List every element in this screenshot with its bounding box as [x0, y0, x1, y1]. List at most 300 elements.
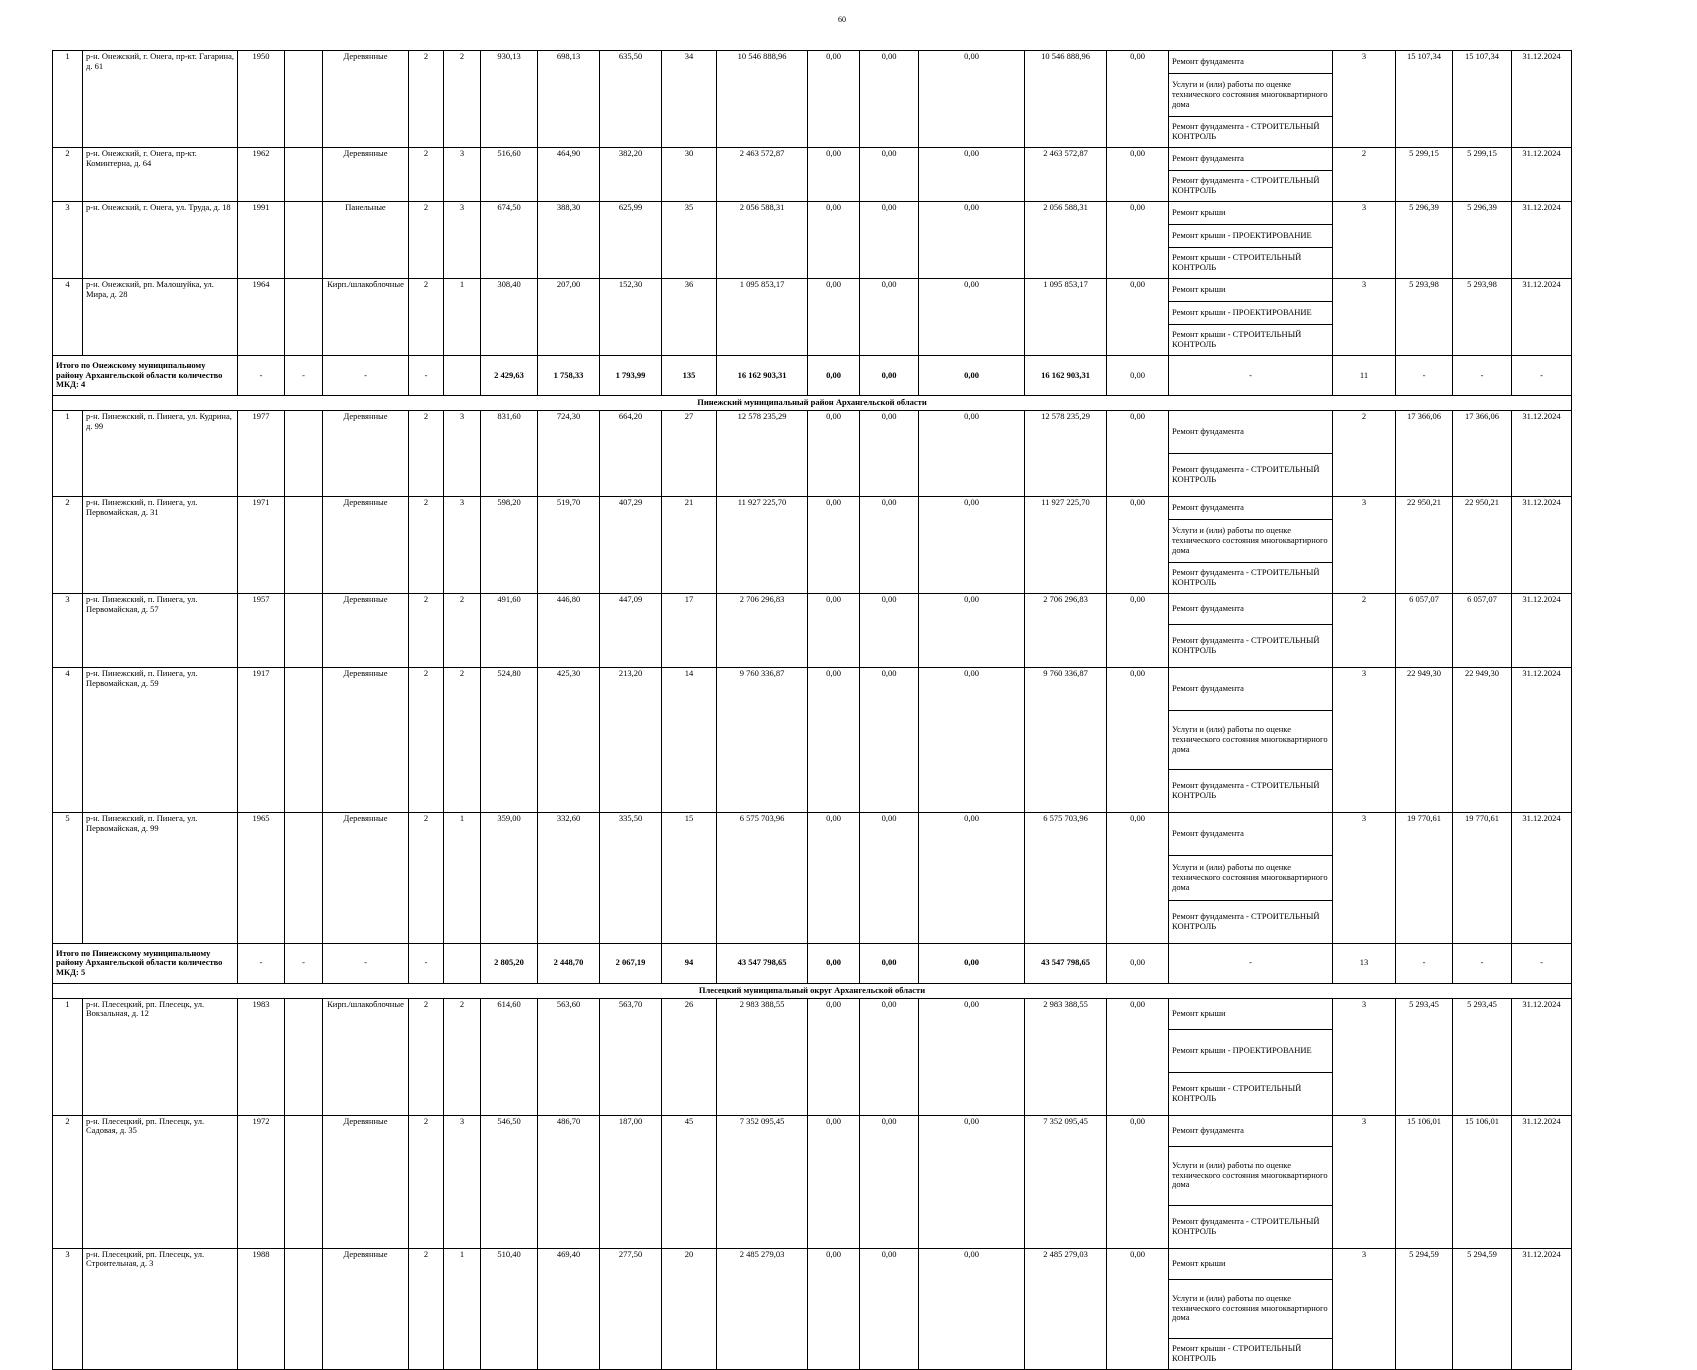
work-count-cell: 3 — [1333, 279, 1396, 356]
floors-cell: 2 — [409, 998, 444, 1115]
cost-cell: 2 485 279,03 — [717, 1248, 808, 1369]
mun-cell: 0,00 — [919, 410, 1025, 496]
deadline-cell: 31.12.2024 — [1512, 51, 1572, 148]
material-cell: Деревянные — [323, 496, 409, 593]
area_living-cell: 563,60 — [538, 998, 600, 1115]
unit-cost-cell: 15 106,01 — [1396, 1115, 1453, 1248]
row-number: 3 — [53, 593, 83, 667]
area_total-cell: 831,60 — [481, 410, 538, 496]
own-cell: 6 575 703,96 — [1025, 812, 1107, 943]
area_living-cell: 469,40 — [538, 1248, 600, 1369]
dash-cell: - — [238, 943, 285, 983]
total-own2: 0,00 — [1107, 943, 1169, 983]
work-type-item: Ремонт фундамента — [1169, 1116, 1332, 1147]
work-type-item: Ремонт фундамента — [1169, 497, 1332, 520]
entrances-cell: 1 — [444, 279, 481, 356]
work-count-cell: 2 — [1333, 593, 1396, 667]
residents-cell: 30 — [662, 148, 717, 202]
row-number: 5 — [53, 812, 83, 943]
work-type-item: Ремонт крыши - СТРОИТЕЛЬНЫЙ КОНТРОЛЬ — [1172, 329, 1302, 349]
floors-cell: 2 — [409, 812, 444, 943]
area_total-cell: 491,60 — [481, 593, 538, 667]
total-qty: 13 — [1333, 943, 1396, 983]
dash-cell: - — [1396, 943, 1453, 983]
work-count-cell: 3 — [1333, 496, 1396, 593]
work-type-item: Ремонт фундамента - СТРОИТЕЛЬНЫЙ КОНТРОЛЬ — [1172, 175, 1320, 195]
works-cell — [1169, 1248, 1333, 1369]
residents-cell: 14 — [662, 667, 717, 812]
row-number: 1 — [53, 51, 83, 148]
own-cell: 1 095 853,17 — [1025, 279, 1107, 356]
year-cell: 1965 — [238, 812, 285, 943]
dash-cell: - — [323, 943, 409, 983]
empty-cell — [285, 148, 323, 202]
work-type-item: Ремонт крыши — [1169, 999, 1332, 1030]
entrances-cell: 2 — [444, 51, 481, 148]
entrances-cell: 1 — [444, 1248, 481, 1369]
deadline-cell: 31.12.2024 — [1512, 496, 1572, 593]
reg-cell: 0,00 — [860, 667, 919, 812]
address-cell: р-н. Онежский, г. Онега, пр-кт. Гагарина, д. 61 — [83, 51, 238, 148]
empty-cell — [444, 356, 481, 396]
works-cell — [1169, 496, 1333, 593]
total-area_living: 2 448,70 — [538, 943, 600, 983]
cost-cell: 11 927 225,70 — [717, 496, 808, 593]
residents-cell: 20 — [662, 1248, 717, 1369]
work-count-cell: 3 — [1333, 998, 1396, 1115]
reg-cell: 0,00 — [860, 998, 919, 1115]
floors-cell: 2 — [409, 202, 444, 279]
fed-cell: 0,00 — [808, 593, 860, 667]
cost-cell: 9 760 336,87 — [717, 667, 808, 812]
works-cell — [1169, 1115, 1333, 1248]
total-mun: 0,00 — [919, 943, 1025, 983]
mun-cell: 0,00 — [919, 51, 1025, 148]
area_res-cell: 187,00 — [600, 1115, 662, 1248]
unit-cost-cell: 22 950,21 — [1396, 496, 1453, 593]
mun-cell: 0,00 — [919, 812, 1025, 943]
deadline-cell: 31.12.2024 — [1512, 1115, 1572, 1248]
empty-cell — [285, 667, 323, 812]
total-qty: 11 — [1333, 356, 1396, 396]
own2-cell: 0,00 — [1107, 667, 1169, 812]
section-title: Плесецкий муниципальный округ Архангельской области — [53, 983, 1572, 998]
unit-cost-cell: 5 294,59 — [1396, 1248, 1453, 1369]
own-cell: 12 578 235,29 — [1025, 410, 1107, 496]
work-count-cell: 3 — [1333, 667, 1396, 812]
material-cell: Деревянные — [323, 667, 409, 812]
work-type-item: Услуги и (или) работы по оценке технического состояния многоквартирного дома — [1169, 856, 1332, 901]
own2-cell: 0,00 — [1107, 410, 1169, 496]
residents-cell: 26 — [662, 998, 717, 1115]
own2-cell: 0,00 — [1107, 496, 1169, 593]
work-count-cell: 3 — [1333, 812, 1396, 943]
total-area_total: 2 429,63 — [481, 356, 538, 396]
work-type-item: Ремонт фундамента - СТРОИТЕЛЬНЫЙ КОНТРОЛЬ — [1172, 911, 1320, 931]
entrances-cell: 3 — [444, 148, 481, 202]
mun-cell: 0,00 — [919, 202, 1025, 279]
cost-cell: 7 352 095,45 — [717, 1115, 808, 1248]
cost-cell: 6 575 703,96 — [717, 812, 808, 943]
area_living-cell: 332,60 — [538, 812, 600, 943]
reg-cell: 0,00 — [860, 1248, 919, 1369]
work-type-item: Ремонт фундамента — [1169, 813, 1332, 856]
work-count-cell: 3 — [1333, 1248, 1396, 1369]
work-type-item: Ремонт крыши — [1169, 279, 1332, 302]
work-type-item: Ремонт крыши - ПРОЕКТИРОВАНИЕ — [1169, 302, 1332, 325]
fed-cell: 0,00 — [808, 202, 860, 279]
work-count-cell: 3 — [1333, 51, 1396, 148]
unit-cost-cell: 17 366,06 — [1396, 410, 1453, 496]
dash-cell: - — [1512, 356, 1572, 396]
reg-cell: 0,00 — [860, 410, 919, 496]
own2-cell: 0,00 — [1107, 1115, 1169, 1248]
reg-cell: 0,00 — [860, 51, 919, 148]
max-cost-cell: 15 107,34 — [1453, 51, 1512, 148]
material-cell: Панельные — [323, 202, 409, 279]
total-area_living: 1 758,33 — [538, 356, 600, 396]
area_living-cell: 698,13 — [538, 51, 600, 148]
area_total-cell: 510,40 — [481, 1248, 538, 1369]
deadline-cell: 31.12.2024 — [1512, 667, 1572, 812]
works-cell — [1169, 51, 1333, 148]
fed-cell: 0,00 — [808, 998, 860, 1115]
residents-cell: 17 — [662, 593, 717, 667]
area_res-cell: 382,20 — [600, 148, 662, 202]
entrances-cell: 1 — [444, 812, 481, 943]
material-cell: Деревянные — [323, 812, 409, 943]
empty-cell — [285, 202, 323, 279]
cost-cell: 2 706 296,83 — [717, 593, 808, 667]
works-cell — [1169, 410, 1333, 496]
area_res-cell: 635,50 — [600, 51, 662, 148]
work-type-item: Ремонт крыши - ПРОЕКТИРОВАНИЕ — [1169, 225, 1332, 248]
max-cost-cell: 19 770,61 — [1453, 812, 1512, 943]
work-type-item: Услуги и (или) работы по оценке технического состояния многоквартирного дома — [1169, 520, 1332, 563]
dash-cell: - — [1453, 943, 1512, 983]
address-cell: р-н. Пинежский, п. Пинега, ул. Первомайская, д. 99 — [83, 812, 238, 943]
cost-cell: 10 546 888,96 — [717, 51, 808, 148]
address-cell: р-н. Онежский, г. Онега, ул. Труда, д. 18 — [83, 202, 238, 279]
max-cost-cell: 22 950,21 — [1453, 496, 1512, 593]
capital-repair-register-table — [52, 50, 1572, 1370]
dash-cell: - — [1169, 943, 1333, 983]
empty-cell — [285, 812, 323, 943]
material-cell: Кирп./шлакоблочные — [323, 998, 409, 1115]
total-own2: 0,00 — [1107, 356, 1169, 396]
own-cell: 2 463 572,87 — [1025, 148, 1107, 202]
material-cell: Деревянные — [323, 1248, 409, 1369]
cost-cell: 12 578 235,29 — [717, 410, 808, 496]
max-cost-cell: 15 106,01 — [1453, 1115, 1512, 1248]
area_total-cell: 359,00 — [481, 812, 538, 943]
residents-cell: 27 — [662, 410, 717, 496]
table-row — [53, 202, 1572, 279]
row-number: 3 — [53, 1248, 83, 1369]
work-type-item: Ремонт крыши - ПРОЕКТИРОВАНИЕ — [1169, 1030, 1332, 1073]
mun-cell: 0,00 — [919, 667, 1025, 812]
floors-cell: 2 — [409, 51, 444, 148]
total-row — [53, 943, 1572, 983]
work-type-item: Ремонт фундамента - СТРОИТЕЛЬНЫЙ КОНТРОЛЬ — [1172, 567, 1320, 587]
table-row — [53, 496, 1572, 593]
own2-cell: 0,00 — [1107, 279, 1169, 356]
residents-cell: 36 — [662, 279, 717, 356]
dash-cell: - — [1453, 356, 1512, 396]
address-cell: р-н. Онежский, рп. Малошуйка, ул. Мира, д. 28 — [83, 279, 238, 356]
year-cell: 1957 — [238, 593, 285, 667]
mun-cell: 0,00 — [919, 593, 1025, 667]
fed-cell: 0,00 — [808, 410, 860, 496]
page-number: 60 — [838, 15, 846, 24]
own2-cell: 0,00 — [1107, 1248, 1169, 1369]
work-type-item: Ремонт крыши - СТРОИТЕЛЬНЫЙ КОНТРОЛЬ — [1172, 252, 1302, 272]
reg-cell: 0,00 — [860, 202, 919, 279]
mun-cell: 0,00 — [919, 998, 1025, 1115]
address-cell: р-н. Плесецкий, рп. Плесецк, ул. Садовая, д. 35 — [83, 1115, 238, 1248]
year-cell: 1962 — [238, 148, 285, 202]
deadline-cell: 31.12.2024 — [1512, 593, 1572, 667]
total-area_res: 2 067,19 — [600, 943, 662, 983]
residents-cell: 45 — [662, 1115, 717, 1248]
work-type-item: Ремонт крыши - СТРОИТЕЛЬНЫЙ КОНТРОЛЬ — [1172, 1082, 1302, 1103]
max-cost-cell: 17 366,06 — [1453, 410, 1512, 496]
work-type-item: Услуги и (или) работы по оценке технического состояния многоквартирного дома — [1169, 1280, 1332, 1339]
own2-cell: 0,00 — [1107, 593, 1169, 667]
own2-cell: 0,00 — [1107, 998, 1169, 1115]
row-number: 1 — [53, 998, 83, 1115]
table-row — [53, 1115, 1572, 1248]
total-residents: 94 — [662, 943, 717, 983]
address-cell: р-н. Пинежский, п. Пинега, ул. Первомайская, д. 59 — [83, 667, 238, 812]
year-cell: 1988 — [238, 1248, 285, 1369]
max-cost-cell: 5 294,59 — [1453, 1248, 1512, 1369]
empty-cell — [285, 1248, 323, 1369]
floors-cell: 2 — [409, 496, 444, 593]
area_total-cell: 674,50 — [481, 202, 538, 279]
area_total-cell: 598,20 — [481, 496, 538, 593]
dash-cell: - — [1169, 356, 1333, 396]
empty-cell — [285, 51, 323, 148]
deadline-cell: 31.12.2024 — [1512, 410, 1572, 496]
own2-cell: 0,00 — [1107, 812, 1169, 943]
fed-cell: 0,00 — [808, 51, 860, 148]
work-type-item: Услуги и (или) работы по оценке технического состояния многоквартирного дома — [1169, 74, 1332, 117]
area_res-cell: 407,29 — [600, 496, 662, 593]
own-cell: 2 485 279,03 — [1025, 1248, 1107, 1369]
entrances-cell: 2 — [444, 998, 481, 1115]
work-type-item: Ремонт фундамента — [1169, 148, 1332, 171]
dash-cell: - — [285, 356, 323, 396]
row-number: 2 — [53, 496, 83, 593]
area_living-cell: 519,70 — [538, 496, 600, 593]
material-cell: Деревянные — [323, 148, 409, 202]
floors-cell: 2 — [409, 667, 444, 812]
total-area_total: 2 805,20 — [481, 943, 538, 983]
empty-cell — [285, 279, 323, 356]
own-cell: 2 983 388,55 — [1025, 998, 1107, 1115]
cost-cell: 1 095 853,17 — [717, 279, 808, 356]
total-reg: 0,00 — [860, 356, 919, 396]
fed-cell: 0,00 — [808, 279, 860, 356]
area_res-cell: 335,50 — [600, 812, 662, 943]
area_living-cell: 388,30 — [538, 202, 600, 279]
own2-cell: 0,00 — [1107, 202, 1169, 279]
deadline-cell: 31.12.2024 — [1512, 1248, 1572, 1369]
unit-cost-cell: 5 296,39 — [1396, 202, 1453, 279]
material-cell: Кирп./шлакоблочные — [323, 279, 409, 356]
residents-cell: 15 — [662, 812, 717, 943]
work-type-item: Ремонт крыши — [1169, 1249, 1332, 1280]
total-own: 43 547 798,65 — [1025, 943, 1107, 983]
fed-cell: 0,00 — [808, 1115, 860, 1248]
area_total-cell: 614,60 — [481, 998, 538, 1115]
floors-cell: 2 — [409, 279, 444, 356]
area_res-cell: 277,50 — [600, 1248, 662, 1369]
mun-cell: 0,00 — [919, 1248, 1025, 1369]
empty-cell — [285, 410, 323, 496]
total-own: 16 162 903,31 — [1025, 356, 1107, 396]
work-type-item: Ремонт крыши — [1169, 202, 1332, 225]
dash-cell: - — [285, 943, 323, 983]
area_total-cell: 524,80 — [481, 667, 538, 812]
area_res-cell: 447,09 — [600, 593, 662, 667]
work-type-item: Ремонт фундамента - СТРОИТЕЛЬНЫЙ КОНТРОЛЬ — [1172, 1215, 1320, 1236]
area_res-cell: 664,20 — [600, 410, 662, 496]
section-title: Пинежский муниципальный район Архангельской области — [53, 396, 1572, 411]
own-cell: 10 546 888,96 — [1025, 51, 1107, 148]
area_res-cell: 213,20 — [600, 667, 662, 812]
work-type-item: Ремонт фундамента — [1169, 594, 1332, 625]
work-type-item: Ремонт фундамента - СТРОИТЕЛЬНЫЙ КОНТРОЛЬ — [1172, 635, 1320, 655]
entrances-cell: 2 — [444, 667, 481, 812]
total-fed: 0,00 — [808, 356, 860, 396]
entrances-cell: 2 — [444, 593, 481, 667]
own-cell: 11 927 225,70 — [1025, 496, 1107, 593]
entrances-cell: 3 — [444, 202, 481, 279]
address-cell: р-н. Пинежский, п. Пинега, ул. Кудрина, д. 99 — [83, 410, 238, 496]
year-cell: 1983 — [238, 998, 285, 1115]
dash-cell: - — [1512, 943, 1572, 983]
year-cell: 1972 — [238, 1115, 285, 1248]
floors-cell: 2 — [409, 148, 444, 202]
row-number: 4 — [53, 279, 83, 356]
year-cell: 1971 — [238, 496, 285, 593]
area_living-cell: 724,30 — [538, 410, 600, 496]
year-cell: 1991 — [238, 202, 285, 279]
work-type-item: Ремонт фундамента — [1169, 51, 1332, 74]
cost-cell: 2 056 588,31 — [717, 202, 808, 279]
deadline-cell: 31.12.2024 — [1512, 998, 1572, 1115]
floors-cell: 2 — [409, 593, 444, 667]
table-row — [53, 998, 1572, 1115]
empty-cell — [285, 496, 323, 593]
floors-cell: 2 — [409, 1115, 444, 1248]
max-cost-cell: 5 293,45 — [1453, 998, 1512, 1115]
works-cell — [1169, 202, 1333, 279]
table-row — [53, 812, 1572, 943]
table-row — [53, 51, 1572, 148]
mun-cell: 0,00 — [919, 279, 1025, 356]
year-cell: 1917 — [238, 667, 285, 812]
cost-cell: 2 983 388,55 — [717, 998, 808, 1115]
works-cell — [1169, 667, 1333, 812]
work-count-cell: 3 — [1333, 202, 1396, 279]
max-cost-cell: 5 296,39 — [1453, 202, 1512, 279]
empty-cell — [285, 593, 323, 667]
work-type-item: Ремонт фундамента - СТРОИТЕЛЬНЫЙ КОНТРОЛЬ — [1172, 464, 1320, 484]
unit-cost-cell: 6 057,07 — [1396, 593, 1453, 667]
own-cell: 2 056 588,31 — [1025, 202, 1107, 279]
floors-cell: 2 — [409, 1248, 444, 1369]
entrances-cell: 3 — [444, 496, 481, 593]
empty-cell — [444, 943, 481, 983]
total-cost: 43 547 798,65 — [717, 943, 808, 983]
work-count-cell: 3 — [1333, 1115, 1396, 1248]
work-type-item: Ремонт крыши - СТРОИТЕЛЬНЫЙ КОНТРОЛЬ — [1172, 1342, 1302, 1363]
unit-cost-cell: 19 770,61 — [1396, 812, 1453, 943]
dash-cell: - — [238, 356, 285, 396]
works-cell — [1169, 593, 1333, 667]
table-row — [53, 148, 1572, 202]
work-type-item: Ремонт фундамента - СТРОИТЕЛЬНЫЙ КОНТРОЛЬ — [1172, 121, 1320, 141]
area_res-cell: 563,70 — [600, 998, 662, 1115]
residents-cell: 35 — [662, 202, 717, 279]
entrances-cell: 3 — [444, 1115, 481, 1248]
area_living-cell: 425,30 — [538, 667, 600, 812]
total-cost: 16 162 903,31 — [717, 356, 808, 396]
dash-cell: - — [323, 356, 409, 396]
area_living-cell: 486,70 — [538, 1115, 600, 1248]
row-number: 4 — [53, 667, 83, 812]
area_total-cell: 308,40 — [481, 279, 538, 356]
mun-cell: 0,00 — [919, 496, 1025, 593]
year-cell: 1977 — [238, 410, 285, 496]
dash-cell: - — [1396, 356, 1453, 396]
max-cost-cell: 5 299,15 — [1453, 148, 1512, 202]
reg-cell: 0,00 — [860, 593, 919, 667]
row-number: 2 — [53, 148, 83, 202]
area_total-cell: 546,50 — [481, 1115, 538, 1248]
area_total-cell: 516,60 — [481, 148, 538, 202]
address-cell: р-н. Плесецкий, рп. Плесецк, ул. Вокзальная, д. 12 — [83, 998, 238, 1115]
unit-cost-cell: 15 107,34 — [1396, 51, 1453, 148]
work-type-item: Услуги и (или) работы по оценке технического состояния многоквартирного дома — [1169, 711, 1332, 770]
row-number: 2 — [53, 1115, 83, 1248]
address-cell: р-н. Плесецкий, рп. Плесецк, ул. Строительная, д. 3 — [83, 1248, 238, 1369]
works-cell — [1169, 148, 1333, 202]
max-cost-cell: 6 057,07 — [1453, 593, 1512, 667]
material-cell: Деревянные — [323, 51, 409, 148]
fed-cell: 0,00 — [808, 148, 860, 202]
reg-cell: 0,00 — [860, 279, 919, 356]
work-count-cell: 2 — [1333, 410, 1396, 496]
total-label: Итого по Пинежскому муниципальному району Архангельской области количество МКД: 5 — [53, 943, 238, 983]
dash-cell: - — [409, 943, 444, 983]
own-cell: 7 352 095,45 — [1025, 1115, 1107, 1248]
address-cell: р-н. Онежский, г. Онега, пр-кт. Коминтерна, д. 64 — [83, 148, 238, 202]
area_total-cell: 930,13 — [481, 51, 538, 148]
reg-cell: 0,00 — [860, 496, 919, 593]
total-row — [53, 356, 1572, 396]
deadline-cell: 31.12.2024 — [1512, 202, 1572, 279]
deadline-cell: 31.12.2024 — [1512, 279, 1572, 356]
reg-cell: 0,00 — [860, 1115, 919, 1248]
material-cell: Деревянные — [323, 593, 409, 667]
area_living-cell: 207,00 — [538, 279, 600, 356]
deadline-cell: 31.12.2024 — [1512, 148, 1572, 202]
deadline-cell: 31.12.2024 — [1512, 812, 1572, 943]
